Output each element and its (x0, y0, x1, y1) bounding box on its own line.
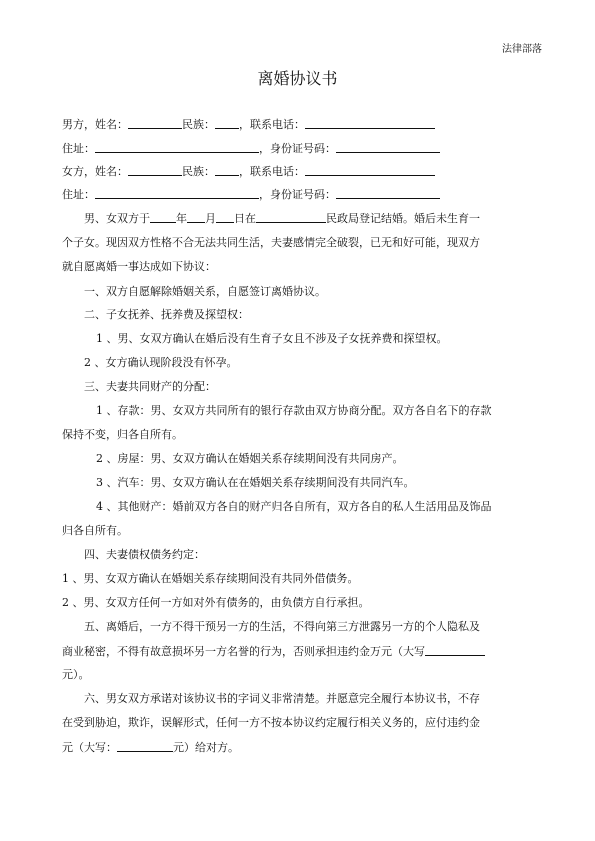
female-address-row (62, 187, 440, 201)
female-name-blank[interactable] (128, 164, 182, 176)
female-ethnicity-label: 民族： (182, 165, 215, 178)
bureau-blank[interactable] (256, 211, 326, 223)
female-info-row (62, 164, 435, 178)
male-phone-label: ，联系电话： (239, 118, 305, 131)
day-blank[interactable] (216, 211, 234, 223)
month-blank[interactable] (187, 211, 205, 223)
male-name-blank[interactable] (128, 117, 182, 129)
intro-text: 男、女双方于 (84, 212, 150, 225)
clause-4-item-2: 2 、男、女双方任何一方如对外有债务的，由负债方自行承担。 (62, 596, 370, 609)
day-label: 日在 (234, 212, 256, 225)
year-blank[interactable] (150, 211, 176, 223)
page-title: 离婚协议书 (257, 69, 338, 88)
male-address-row (62, 141, 440, 155)
clause-3-item-2: 2 、房屋：男、女双方确认在婚姻关系存续期间没有共同房产。 (96, 452, 404, 465)
clause-3-item-3: 3 、汽车：男、女双方确认在在婚姻关系存续期间没有共同汽车。 (96, 476, 415, 489)
clause-2-item-2: 2 、女方确认现阶段没有怀孕。 (84, 356, 238, 369)
female-phone-blank[interactable] (305, 164, 435, 176)
penalty-uppercase-blank[interactable] (117, 740, 173, 752)
clause-3-item-4b: 归各自所有。 (62, 524, 128, 537)
clause-3-item-1a: 1 、存款：男、女双方共同所有的银行存款由双方协商分配。双方各自名下的存款 (96, 404, 492, 417)
clause-2-heading: 二、子女抚养、抚养费及探望权： (84, 308, 249, 321)
header-site-label: 法律部落 (502, 44, 542, 55)
clause-5-text: 商业秘密，不得有故意损坏另一方名誉的行为，否则承担违约金万元（大写 (62, 645, 425, 658)
male-idcard-label: ，身份证号码： (259, 142, 336, 155)
female-idcard-blank[interactable] (336, 187, 440, 199)
female-address-label: 住址： (62, 188, 95, 201)
male-address-blank[interactable] (95, 141, 259, 153)
month-label: 月 (205, 212, 216, 225)
clause-3-item-1b: 保持不变，归各自所有。 (62, 428, 183, 441)
male-info-row (62, 117, 435, 131)
male-ethnicity-label: 民族： (182, 118, 215, 131)
clause-6-line-2: 在受到胁迫，欺诈，误解形式，任何一方不按本协议约定履行相关义务的，应付违约金 (62, 716, 480, 729)
clause-5-line-1: 五、离婚后，一方不得干预另一方的生活，不得向第三方泄露另一方的个人隐私及 (84, 620, 480, 633)
clause-3-heading: 三、夫妻共同财产的分配： (84, 380, 216, 393)
clause-4-item-1: 1 、男、女双方确认在婚姻关系存续期间没有共同外借债务。 (62, 572, 359, 585)
clause-1: 一、双方自愿解除婚姻关系，自愿签订离婚协议。 (84, 285, 326, 298)
intro-line-1 (84, 211, 480, 226)
male-ethnicity-blank[interactable] (215, 117, 239, 129)
male-idcard-blank[interactable] (336, 141, 440, 153)
intro-line-3: 就自愿离婚一事达成如下协议： (62, 260, 216, 273)
female-idcard-label: ，身份证号码： (259, 188, 336, 201)
clause-5-line-2 (62, 644, 485, 659)
clause-6-line-1: 六、男女双方承诺对该协议书的字词义非常清楚。并愿意完全履行本协议书，不存 (84, 692, 480, 705)
female-phone-label: ，联系电话： (239, 165, 305, 178)
clause-6-text: 元（大写： (62, 741, 117, 754)
clause-6-text-tail: 元）给对方。 (173, 741, 239, 754)
clause-4-heading: 四、夫妻债权债务约定： (84, 548, 205, 561)
clause-6-line-3 (62, 740, 239, 755)
clause-5-line-3: 元）。 (62, 668, 90, 681)
penalty-amount-blank[interactable] (425, 644, 485, 656)
female-name-label: 女方，姓名： (62, 165, 128, 178)
male-name-label: 男方，姓名： (62, 118, 128, 131)
year-label: 年 (176, 212, 187, 225)
female-address-blank[interactable] (95, 187, 259, 199)
clause-3-item-4a: 4 、其他财产：婚前双方各自的财产归各自所有，双方各自的私人生活用品及饰品 (96, 500, 492, 513)
clause-2-item-1: 1 、男、女双方确认在婚后没有生育子女且不涉及子女抚养费和探望权。 (96, 332, 448, 345)
intro-text-tail: 民政局登记结婚。婚后未生育一 (326, 212, 480, 225)
intro-line-2: 个子女。现因双方性格不合无法共同生活，夫妻感情完全破裂，已无和好可能，现双方 (62, 236, 480, 249)
female-ethnicity-blank[interactable] (215, 164, 239, 176)
male-address-label: 住址： (62, 142, 95, 155)
male-phone-blank[interactable] (305, 117, 435, 129)
